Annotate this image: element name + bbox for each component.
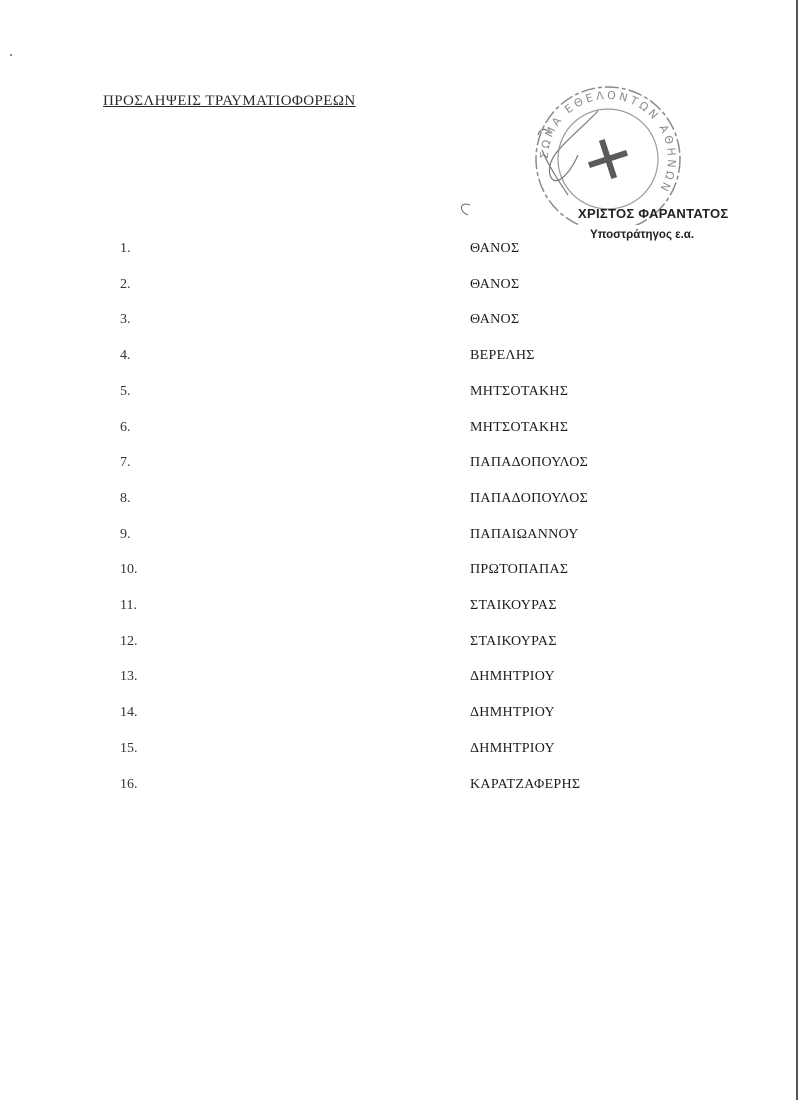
entry-number: 15. (120, 740, 138, 756)
entry-number: 13. (120, 669, 138, 685)
list-item (0, 777, 800, 801)
entry-surname: ΠΑΠΑΙΩΑΝΝΟΥ (470, 526, 579, 542)
entry-number: 9. (120, 526, 131, 542)
stamp-ring-text: ΣΩΜΑ ΕΘΕΛΟΝΤΩΝ ΑΘΗΝΩΝ (537, 88, 679, 196)
entry-number: 5. (120, 383, 131, 399)
entry-surname: ΠΡΩΤΟΠΑΠΑΣ (470, 562, 569, 578)
list-item (0, 420, 800, 444)
list-item (0, 634, 800, 658)
stamp-cross-icon (583, 134, 633, 184)
entry-number: 8. (120, 490, 131, 506)
page-edge (796, 0, 798, 1100)
list-item (0, 348, 800, 372)
entry-number: 14. (120, 705, 138, 721)
entry-number: 12. (120, 633, 138, 649)
entry-number: 1. (120, 241, 131, 256)
list-item (0, 705, 800, 729)
list-item (0, 384, 800, 408)
entry-number: 10. (120, 562, 138, 578)
list-item (0, 241, 800, 265)
list-item (0, 562, 800, 586)
signer-rank: Υποστράτηγος ε.α. (590, 229, 695, 241)
entry-surname: ΘΑΝΟΣ (470, 276, 520, 292)
entry-surname: ΚΑΡΑΤΖΑΦΕΡΗΣ (470, 776, 581, 792)
scan-speck (10, 54, 12, 56)
list-item (0, 527, 800, 551)
list-item (0, 277, 800, 301)
list-item (0, 598, 800, 622)
entry-surname: ΠΑΠΑΔΟΠΟΥΛΟΣ (470, 490, 589, 506)
entry-surname: ΔΗΜΗΤΡΙΟΥ (470, 669, 555, 685)
entry-number: 2. (120, 276, 131, 292)
signature-stroke (461, 111, 598, 215)
official-stamp (450, 55, 750, 225)
entry-surname: ΒΕΡΕΛΗΣ (470, 348, 535, 364)
entry-number: 3. (120, 312, 131, 328)
list-item (0, 741, 800, 765)
entry-number: 4. (120, 348, 131, 364)
list-item (0, 491, 800, 515)
entry-surname: ΣΤΑΙΚΟΥΡΑΣ (470, 598, 557, 613)
entry-surname: ΔΗΜΗΤΡΙΟΥ (470, 740, 555, 756)
list-item (0, 669, 800, 693)
entry-surname: ΜΗΤΣΟΤΑΚΗΣ (470, 419, 569, 435)
entry-number: 16. (120, 776, 138, 792)
entry-number: 7. (120, 455, 131, 471)
list-item (0, 455, 800, 479)
entry-surname: ΣΤΑΙΚΟΥΡΑΣ (470, 633, 557, 649)
entry-surname: ΘΑΝΟΣ (470, 241, 520, 256)
entry-surname: ΠΑΠΑΔΟΠΟΥΛΟΣ (470, 455, 589, 471)
entry-surname: ΔΗΜΗΤΡΙΟΥ (470, 705, 555, 721)
entry-number: 11. (120, 598, 137, 613)
signer-name: ΧΡΙΣΤΟΣ ΦΑΡΑΝΤΑΤΟΣ (578, 206, 729, 221)
entry-surname: ΜΗΤΣΟΤΑΚΗΣ (470, 383, 569, 399)
entry-number: 6. (120, 419, 131, 435)
document-title: ΠΡΟΣΛΗΨΕΙΣ ΤΡΑΥΜΑΤΙΟΦΟΡΕΩΝ (103, 93, 356, 109)
list-item (0, 312, 800, 336)
signature-block (578, 206, 728, 241)
entry-surname: ΘΑΝΟΣ (470, 312, 520, 328)
